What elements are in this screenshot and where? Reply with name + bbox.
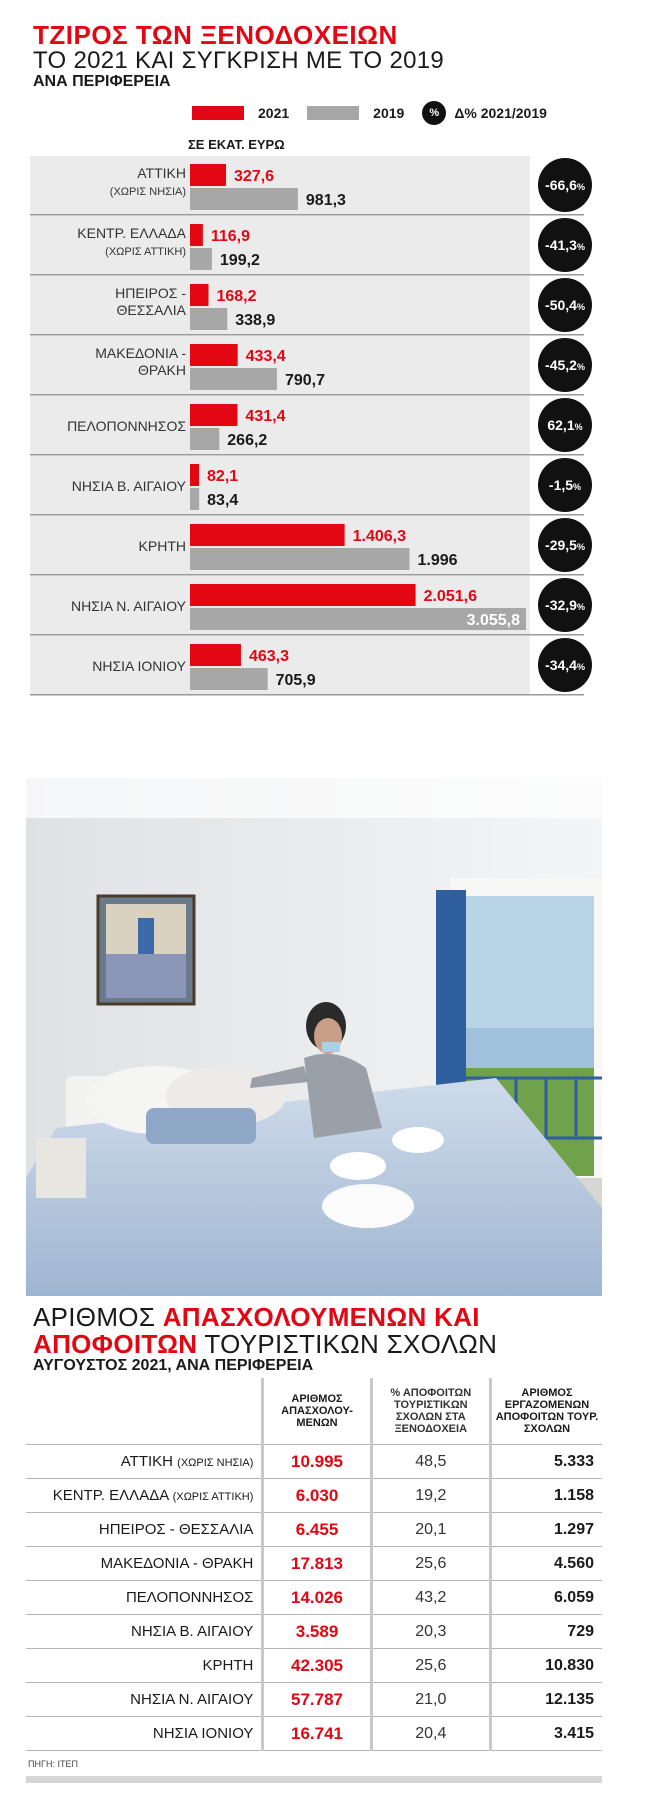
table-header-row [26, 1378, 602, 1445]
cell-region [26, 1683, 263, 1717]
table-row [26, 1683, 602, 1717]
table-row [26, 1479, 602, 1513]
region-name: ΚΕΝΤΡ. ΕΛΛΑΔΑ [52, 1487, 169, 1504]
cell-region [26, 1445, 263, 1479]
cell-grads-working: 4.560 [490, 1547, 602, 1581]
region-name: ΝΗΣΙΑ ΙΟΝΙΟΥ [152, 1725, 254, 1742]
table-title-plain-2: ΤΟΥΡΙΣΤΙΚΩΝ ΣΧΟΛΩΝ [197, 1329, 498, 1359]
cell-region [26, 1615, 263, 1649]
table-row [26, 1615, 602, 1649]
cell-employed: 10.995 [263, 1445, 371, 1479]
table-row [26, 1513, 602, 1547]
value-label-2019: 199,2 [219, 252, 260, 269]
value-label-2019: 705,9 [275, 672, 316, 689]
cell-grads-working: 5.333 [490, 1445, 602, 1479]
row-divider [30, 514, 584, 516]
row-divider [30, 634, 584, 636]
turnover-bar-chart [0, 0, 650, 780]
cell-grad-pct: 20,3 [371, 1615, 490, 1649]
category-label: ΝΗΣΙΑ Β. ΑΙΓΑΙΟΥ [71, 478, 186, 494]
value-label-2021: 431,4 [245, 408, 286, 425]
change-label: -50,4% [545, 297, 585, 313]
value-label-2021: 463,3 [248, 648, 289, 665]
bar-2019 [190, 428, 219, 450]
cell-region [26, 1581, 263, 1615]
cell-grad-pct: 48,5 [371, 1445, 490, 1479]
change-label: -1,5% [548, 477, 582, 493]
cell-grads-working: 6.059 [490, 1581, 602, 1615]
region-name: ΝΗΣΙΑ Ν. ΑΙΓΑΙΟΥ [130, 1691, 254, 1708]
bar-2019 [190, 668, 268, 690]
bar-2021 [190, 404, 237, 426]
region-name: ΝΗΣΙΑ Β. ΑΙΓΑΙΟΥ [131, 1623, 254, 1640]
bar-2021 [190, 584, 416, 606]
change-label: 62,1% [547, 417, 583, 433]
region-name: ΠΕΛΟΠΟΝΝΗΣΟΣ [125, 1589, 254, 1606]
cell-region [26, 1513, 263, 1547]
cell-region [26, 1479, 263, 1513]
category-label: ΑΤΤΙΚΗ [137, 165, 186, 181]
value-label-2021: 2.051,6 [423, 588, 477, 605]
value-label-2019: 83,4 [207, 492, 239, 509]
header-employed: ΑΡΙΘΜΟΣ ΑΠΑΣΧΟΛΟΥ-ΜΕΝΩΝ [263, 1378, 371, 1445]
legend-label-change: Δ% 2021/2019 [454, 105, 547, 121]
value-label-2019: 790,7 [284, 372, 325, 389]
table-title-red-2: ΑΠΟΦΟΙΤΩΝ [33, 1329, 198, 1359]
cell-grads-working: 10.830 [490, 1649, 602, 1683]
region-note: (ΧΩΡΙΣ ΑΤΤΙΚΗ) [172, 1491, 254, 1503]
value-label-2021: 433,4 [245, 348, 286, 365]
category-label: (ΧΩΡΙΣ ΑΤΤΙΚΗ) [105, 246, 186, 258]
change-label: -34,4% [545, 657, 585, 673]
table-title-line-2 [33, 1329, 497, 1360]
cell-grads-working: 1.297 [490, 1513, 602, 1547]
header-grad-pct: % ΑΠΟΦΟΙΤΩΝ ΤΟΥΡΙΣΤΙΚΩΝ ΣΧΟΛΩΝ ΣΤΑ ΞΕΝΟΔΟΧΕΙΑ [371, 1378, 490, 1445]
source-note: ΠΗΓΗ: ΙΤΕΠ [28, 1759, 78, 1769]
header-grads-working: ΑΡΙΘΜΟΣ ΕΡΓΑΖΟΜΕΝΩΝ ΑΠΟΦΟΙΤΩΝ ΤΟΥΡ. ΣΧΟΛΩΝ [490, 1378, 602, 1445]
cell-employed: 57.787 [263, 1683, 371, 1717]
bar-2019 [190, 308, 227, 330]
region-note: (ΧΩΡΙΣ ΝΗΣΙΑ) [177, 1457, 254, 1469]
header-region [26, 1378, 263, 1445]
value-label-2021: 327,6 [234, 168, 275, 185]
region-name: ΜΑΚΕΔΟΝΙΑ - ΘΡΑΚΗ [100, 1555, 254, 1572]
table-row [26, 1717, 602, 1751]
cell-region [26, 1717, 263, 1751]
legend-label-2021: 2021 [258, 105, 290, 121]
bar-2021 [190, 224, 203, 246]
change-label: -29,5% [545, 537, 585, 553]
bar-2021 [190, 524, 345, 546]
category-label: ΚΕΝΤΡ. ΕΛΛΑΔΑ [77, 225, 186, 241]
region-name: ΑΤΤΙΚΗ [120, 1453, 173, 1470]
change-label: -41,3% [545, 237, 585, 253]
legend-label-2019: 2019 [373, 105, 405, 121]
cell-employed: 14.026 [263, 1581, 371, 1615]
cell-grad-pct: 25,6 [371, 1649, 490, 1683]
change-label: -32,9% [545, 597, 585, 613]
cell-region [26, 1649, 263, 1683]
bar-2019 [190, 248, 212, 270]
change-label: -45,2% [545, 357, 585, 373]
change-label: -66,6% [545, 177, 585, 193]
legend-pct-badge: % [422, 101, 446, 125]
cell-employed: 17.813 [263, 1547, 371, 1581]
bar-2019 [190, 188, 298, 210]
row-divider [30, 394, 584, 396]
value-label-2019: 1.996 [417, 552, 458, 569]
region-name: ΗΠΕΙΡΟΣ - ΘΕΣΣΑΛΙΑ [98, 1521, 254, 1538]
bar-2019 [190, 368, 277, 390]
table-title-red-1: ΑΠΑΣΧΟΛΟΥΜΕΝΩΝ ΚΑΙ [162, 1302, 480, 1332]
cell-employed: 3.589 [263, 1615, 371, 1649]
cell-grad-pct: 25,6 [371, 1547, 490, 1581]
category-label: ΝΗΣΙΑ ΙΟΝΙΟΥ [92, 658, 186, 674]
cell-employed: 42.305 [263, 1649, 371, 1683]
table-row [26, 1581, 602, 1615]
row-divider [30, 574, 584, 576]
category-label: ΘΕΣΣΑΛΙΑ [116, 302, 186, 318]
cell-employed: 16.741 [263, 1717, 371, 1751]
bar-2019 [190, 488, 199, 510]
cell-grad-pct: 20,1 [371, 1513, 490, 1547]
bar-2021 [190, 164, 226, 186]
value-label-2019: 338,9 [235, 312, 276, 329]
row-divider [30, 454, 584, 456]
value-label-2019: 3.055,8 [466, 612, 520, 629]
bar-2021 [190, 464, 199, 486]
table-row [26, 1445, 602, 1479]
bar-2021 [190, 644, 241, 666]
category-label: ΝΗΣΙΑ Ν. ΑΙΓΑΙΟΥ [71, 598, 186, 614]
category-label: ΠΕΛΟΠΟΝΝΗΣΟΣ [67, 418, 186, 434]
category-label: ΘΡΑΚΗ [138, 362, 186, 378]
category-label: ΜΑΚΕΔΟΝΙΑ - [95, 345, 186, 361]
cell-grads-working: 729 [490, 1615, 602, 1649]
cell-grads-working: 12.135 [490, 1683, 602, 1717]
table-subtitle: ΑΥΓΟΥΣΤΟΣ 2021, ΑΝΑ ΠΕΡΙΦΕΡΕΙΑ [33, 1357, 314, 1374]
category-label: ΚΡΗΤΗ [138, 538, 186, 554]
table-row [26, 1649, 602, 1683]
cell-employed: 6.455 [263, 1513, 371, 1547]
cell-grad-pct: 20,4 [371, 1717, 490, 1751]
value-label-2021: 116,9 [210, 228, 251, 245]
value-label-2019: 981,3 [305, 192, 346, 209]
chart-title: ΤΖΙΡΟΣ ΤΩΝ ΞΕΝΟΔΟΧΕΙΩΝ [33, 20, 398, 50]
employment-table [26, 1378, 602, 1751]
value-label-2021: 1.406,3 [352, 528, 407, 545]
value-label-2021: 82,1 [207, 468, 239, 485]
region-name: ΚΡΗΤΗ [202, 1657, 254, 1674]
cell-grads-working: 1.158 [490, 1479, 602, 1513]
cell-grad-pct: 19,2 [371, 1479, 490, 1513]
row-divider [30, 334, 584, 336]
cell-region [26, 1547, 263, 1581]
row-divider [30, 694, 584, 696]
chart-unit: ΣΕ ΕΚΑΤ. ΕΥΡΩ [188, 137, 285, 152]
chart-scope: ΑΝΑ ΠΕΡΙΦΕΡΕΙΑ [33, 73, 171, 90]
row-divider [30, 274, 584, 276]
row-background [30, 276, 530, 334]
bar-2019 [190, 548, 409, 570]
cell-grad-pct: 43,2 [371, 1581, 490, 1615]
hotel-room-photo [26, 778, 602, 1296]
chart-subtitle: ΤΟ 2021 ΚΑΙ ΣΥΓΚΡΙΣΗ ΜΕ ΤΟ 2019 [33, 47, 445, 74]
bottom-bar [26, 1776, 602, 1783]
bar-2021 [190, 344, 238, 366]
table-row [26, 1547, 602, 1581]
cell-employed: 6.030 [263, 1479, 371, 1513]
value-label-2021: 168,2 [216, 288, 257, 305]
cell-grad-pct: 21,0 [371, 1683, 490, 1717]
table-title-plain-1: ΑΡΙΘΜΟΣ [33, 1302, 163, 1332]
value-label-2019: 266,2 [227, 432, 268, 449]
cell-grads-working: 3.415 [490, 1717, 602, 1751]
row-divider [30, 214, 584, 216]
bar-2021 [190, 284, 208, 306]
category-label: ΗΠΕΙΡΟΣ - [115, 285, 186, 301]
category-label: (ΧΩΡΙΣ ΝΗΣΙΑ) [109, 186, 186, 198]
